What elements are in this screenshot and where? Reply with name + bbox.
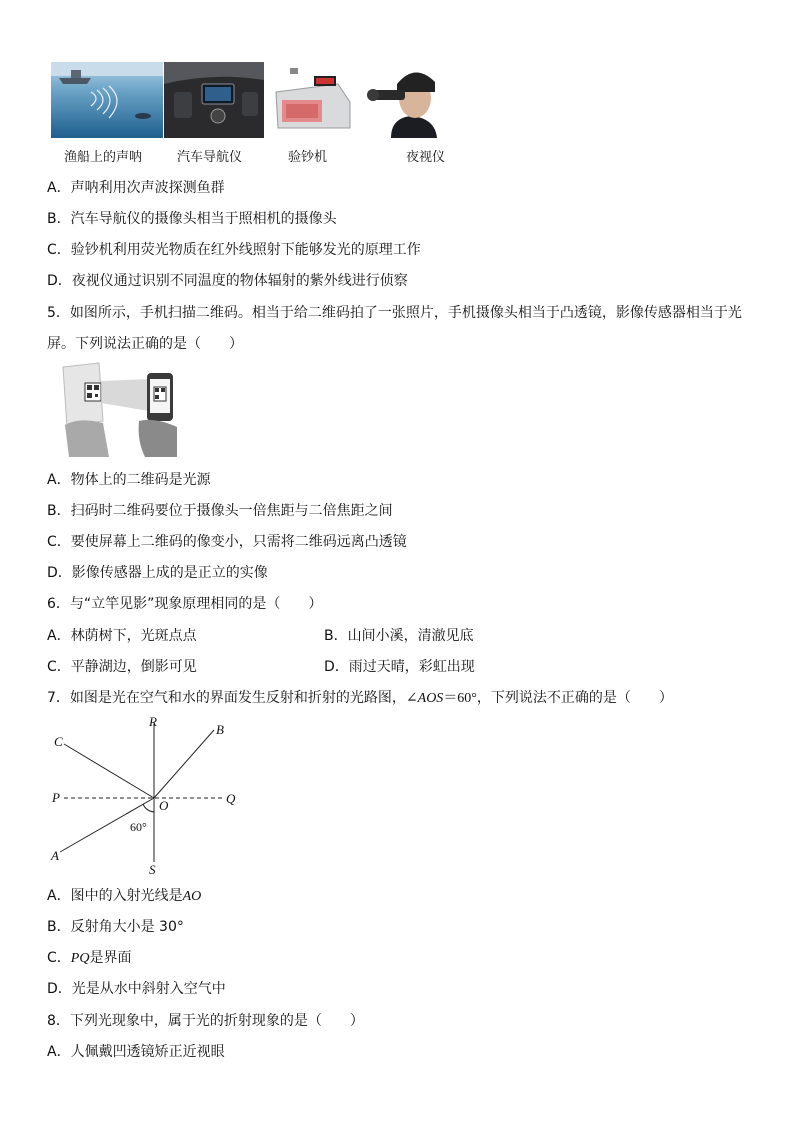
q7-option-a: [47, 886, 201, 906]
qr-scan-image: [59, 361, 183, 457]
q4-option-c: C．验钞机利用荧光物质在红外线照射下能够发光的原理工作: [47, 242, 421, 258]
q5-option-d: D．影像传感器上成的是正立的实像: [47, 565, 268, 581]
q5-option-c: C．要使屏幕上二维码的像变小，只需将二维码远离凸透镜: [47, 534, 407, 550]
q7-option-a-text: A．图中的入射光线是: [47, 888, 183, 904]
label-q: Q: [226, 791, 236, 806]
q7-option-c-var: PQ: [70, 951, 90, 966]
sonar-ship-image: [51, 62, 163, 138]
caption-navigation: 汽车导航仪: [177, 150, 243, 165]
q6-stem: 6．与“立竿见影”现象原理相同的是（ ）: [47, 596, 323, 612]
label-p: P: [52, 790, 60, 805]
q7-stem-post: ，下列说法不正确的是（ ）: [476, 690, 673, 706]
caption-sonar: 渔船上的声呐: [64, 150, 143, 165]
ray-oc: [64, 744, 154, 798]
night-vision-image: [361, 62, 455, 138]
q7-option-b: B．反射角大小是 30°: [47, 919, 184, 935]
label-r: R: [149, 714, 157, 729]
angle-arc: [143, 804, 154, 812]
q7-stem-eq: ＝60°: [443, 691, 477, 706]
q7-option-c: [47, 948, 131, 968]
q6-option-b: B．山间小溪，清澈见底: [324, 628, 474, 644]
label-c: C: [54, 734, 63, 749]
q7-option-c-prefix: C．: [47, 950, 71, 966]
q7-stem: [47, 688, 673, 708]
caption-money-counter: 验钞机: [288, 150, 328, 165]
caption-night-vision: 夜视仪: [406, 150, 446, 165]
label-a: A: [51, 848, 59, 863]
q5-stem-line1: 5．如图所示，手机扫描二维码。相当于给二维码拍了一张照片，手机摄像头相当于凸透镜，影像传感器相当于光: [47, 305, 742, 321]
q7-option-c-suffix: 是界面: [89, 950, 132, 966]
label-o: O: [159, 798, 169, 813]
q6-option-a: A．林荫树下，光斑点点: [47, 628, 197, 644]
q7-option-a-var: AO: [182, 889, 202, 904]
money-counter-image: [268, 62, 354, 138]
q5-option-b: B．扫码时二维码要位于摄像头一倍焦距与二倍焦距之间: [47, 503, 393, 519]
q8-option-a: A．人佩戴凹透镜矫正近视眼: [47, 1044, 225, 1060]
q7-option-d: D．光是从水中斜射入空气中: [47, 981, 226, 997]
q7-stem-angle: ∠AOS: [405, 691, 444, 706]
q4-option-a: A．声呐利用次声波探测鱼群: [47, 180, 225, 196]
q8-stem: 8．下列光现象中，属于光的折射现象的是（ ）: [47, 1013, 364, 1029]
label-s: S: [149, 862, 156, 877]
q4-option-d: D．夜视仪通过识别不同温度的物体辐射的紫外线进行侦察: [47, 273, 408, 289]
q7-stem-pre: 7．如图是光在空气和水的界面发生反射和折射的光路图，: [47, 690, 406, 706]
label-b: B: [216, 722, 224, 737]
q6-option-d: D．雨过天晴，彩虹出现: [324, 659, 475, 675]
car-navigation-image: [164, 62, 264, 138]
ray-ob: [154, 730, 214, 798]
label-angle-60: 60°: [130, 820, 147, 834]
q6-option-c: C．平静湖边，倒影可见: [47, 659, 197, 675]
q4-option-b: B．汽车导航仪的摄像头相当于照相机的摄像头: [47, 211, 337, 227]
q5-stem-line2: 屏。下列说法正确的是（ ）: [47, 336, 243, 352]
light-path-diagram: [46, 712, 256, 880]
q5-option-a: A．物体上的二维码是光源: [47, 472, 211, 488]
